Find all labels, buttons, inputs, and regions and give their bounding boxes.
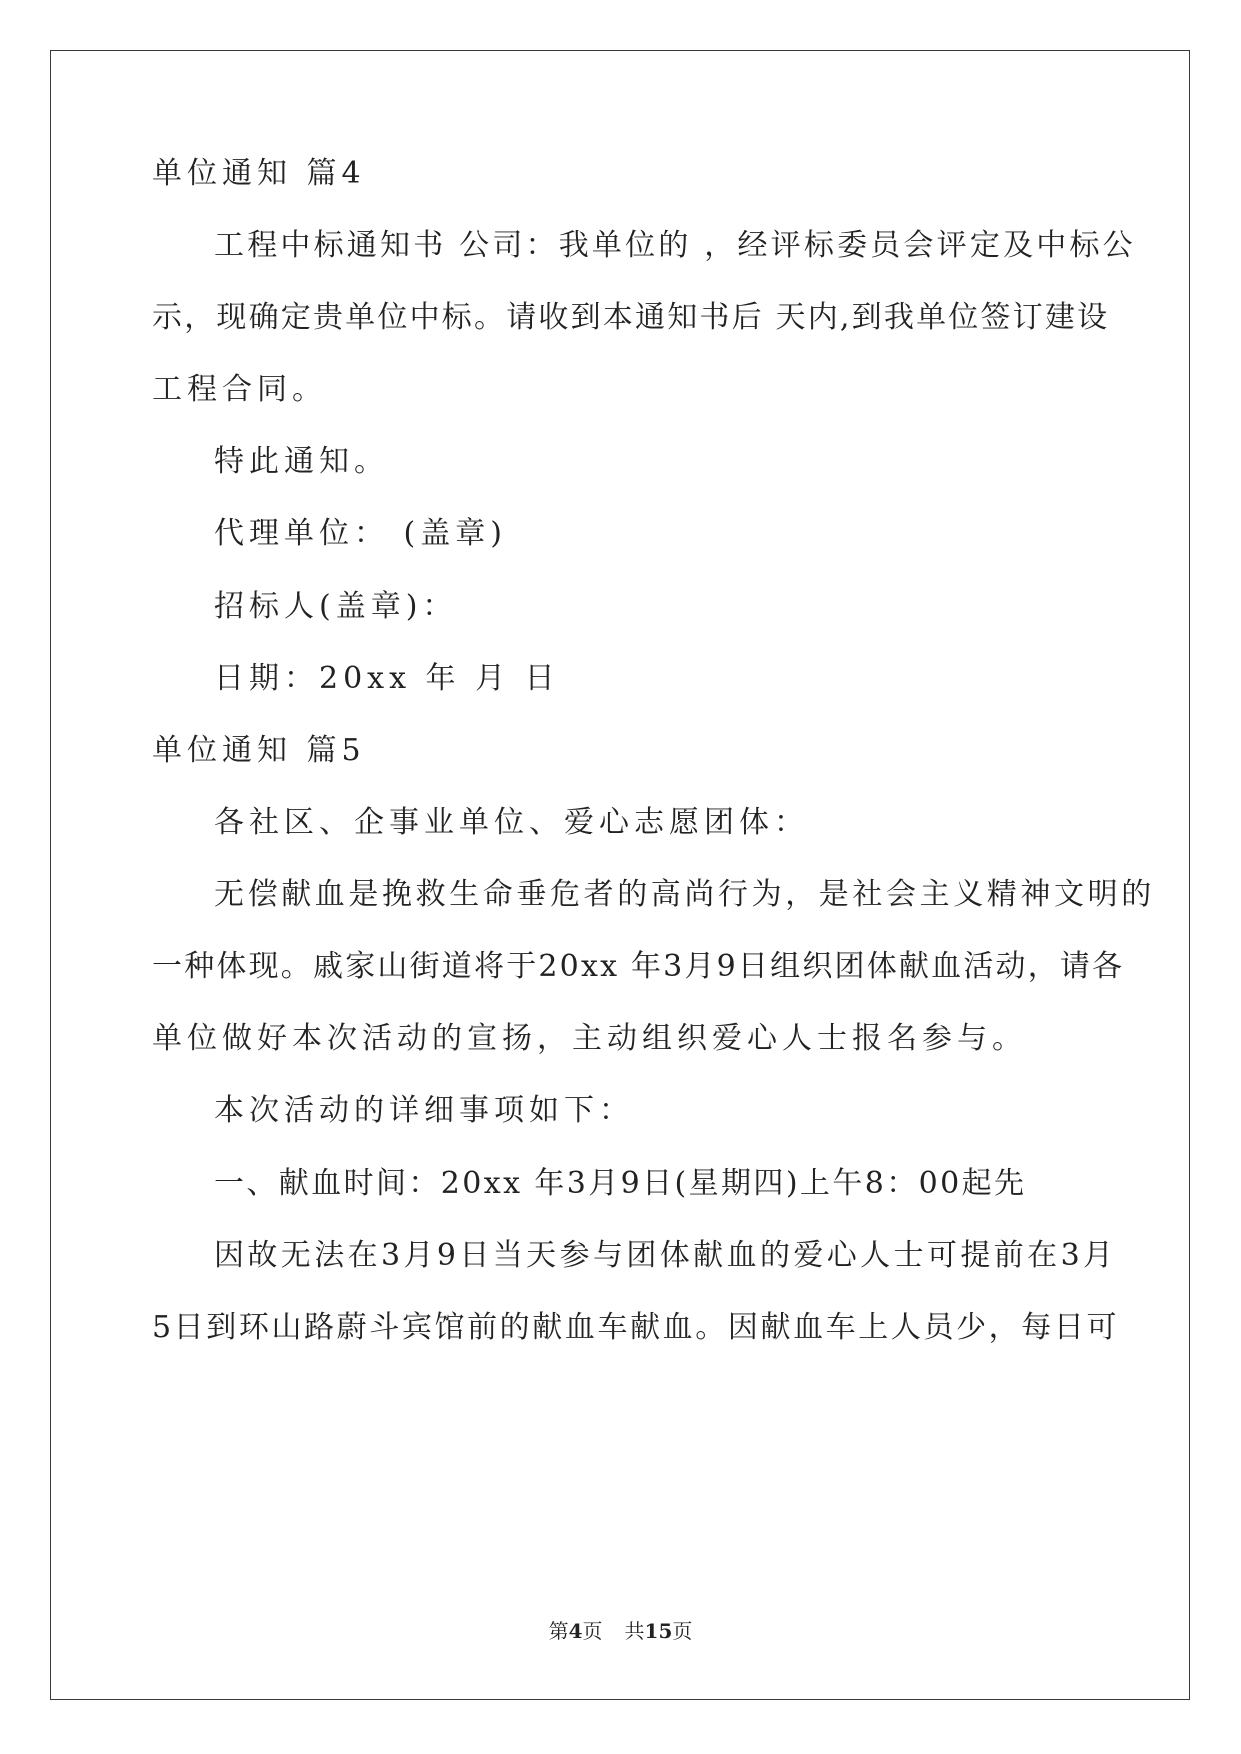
page-footer xyxy=(0,1618,1241,1644)
paragraph-line: 单位做好本次活动的宣扬，主动组织爱心人士报名参与。 xyxy=(152,1021,1027,1056)
paragraph-line: 因故无法在3月9日当天参与团体献血的爱心人士可提前在3月 xyxy=(214,1238,1117,1273)
paragraph-line: 工程合同。 xyxy=(152,372,327,407)
page-prefix: 第 xyxy=(548,1619,569,1643)
paragraph-line: 日期：20xx 年 月 日 xyxy=(214,661,560,696)
page-suffix: 页 xyxy=(582,1619,603,1643)
section-heading-4: 单位通知 篇4 xyxy=(152,156,366,191)
paragraph-line: 工程中标通知书 公司：我单位的 ，经评标委员会评定及中标公 xyxy=(214,228,1136,263)
paragraph-line: 特此通知。 xyxy=(214,444,389,479)
total-prefix: 共 xyxy=(624,1619,645,1643)
paragraph-line: 各社区、企事业单位、爱心志愿团体： xyxy=(214,805,809,840)
paragraph-line: 5日到环山路蔚斗宾馆前的献血车献血。因献血车上人员少，每日可 xyxy=(152,1310,1120,1345)
paragraph-line: 示，现确定贵单位中标。请收到本通知书后 天内,到我单位签订建设 xyxy=(152,300,1110,335)
paragraph-line: 一、献血时间：20xx 年3月9日(星期四)上午8：00起先 xyxy=(214,1166,1027,1201)
paragraph-line: 一种体现。戚家山街道将于20xx 年3月9日组织团体献血活动，请各 xyxy=(152,949,1125,984)
paragraph-line: 代理单位： (盖章) xyxy=(214,516,507,551)
total-suffix: 页 xyxy=(672,1619,693,1643)
total-pages: 15 xyxy=(644,1619,673,1643)
paragraph-line: 招标人(盖章)： xyxy=(214,589,458,624)
paragraph-line: 本次活动的详细事项如下： xyxy=(214,1093,634,1128)
section-heading-5: 单位通知 篇5 xyxy=(152,733,366,768)
paragraph-line: 无偿献血是挽救生命垂危者的高尚行为，是社会主义精神文明的 xyxy=(214,877,1155,912)
page-number: 4 xyxy=(568,1619,583,1643)
